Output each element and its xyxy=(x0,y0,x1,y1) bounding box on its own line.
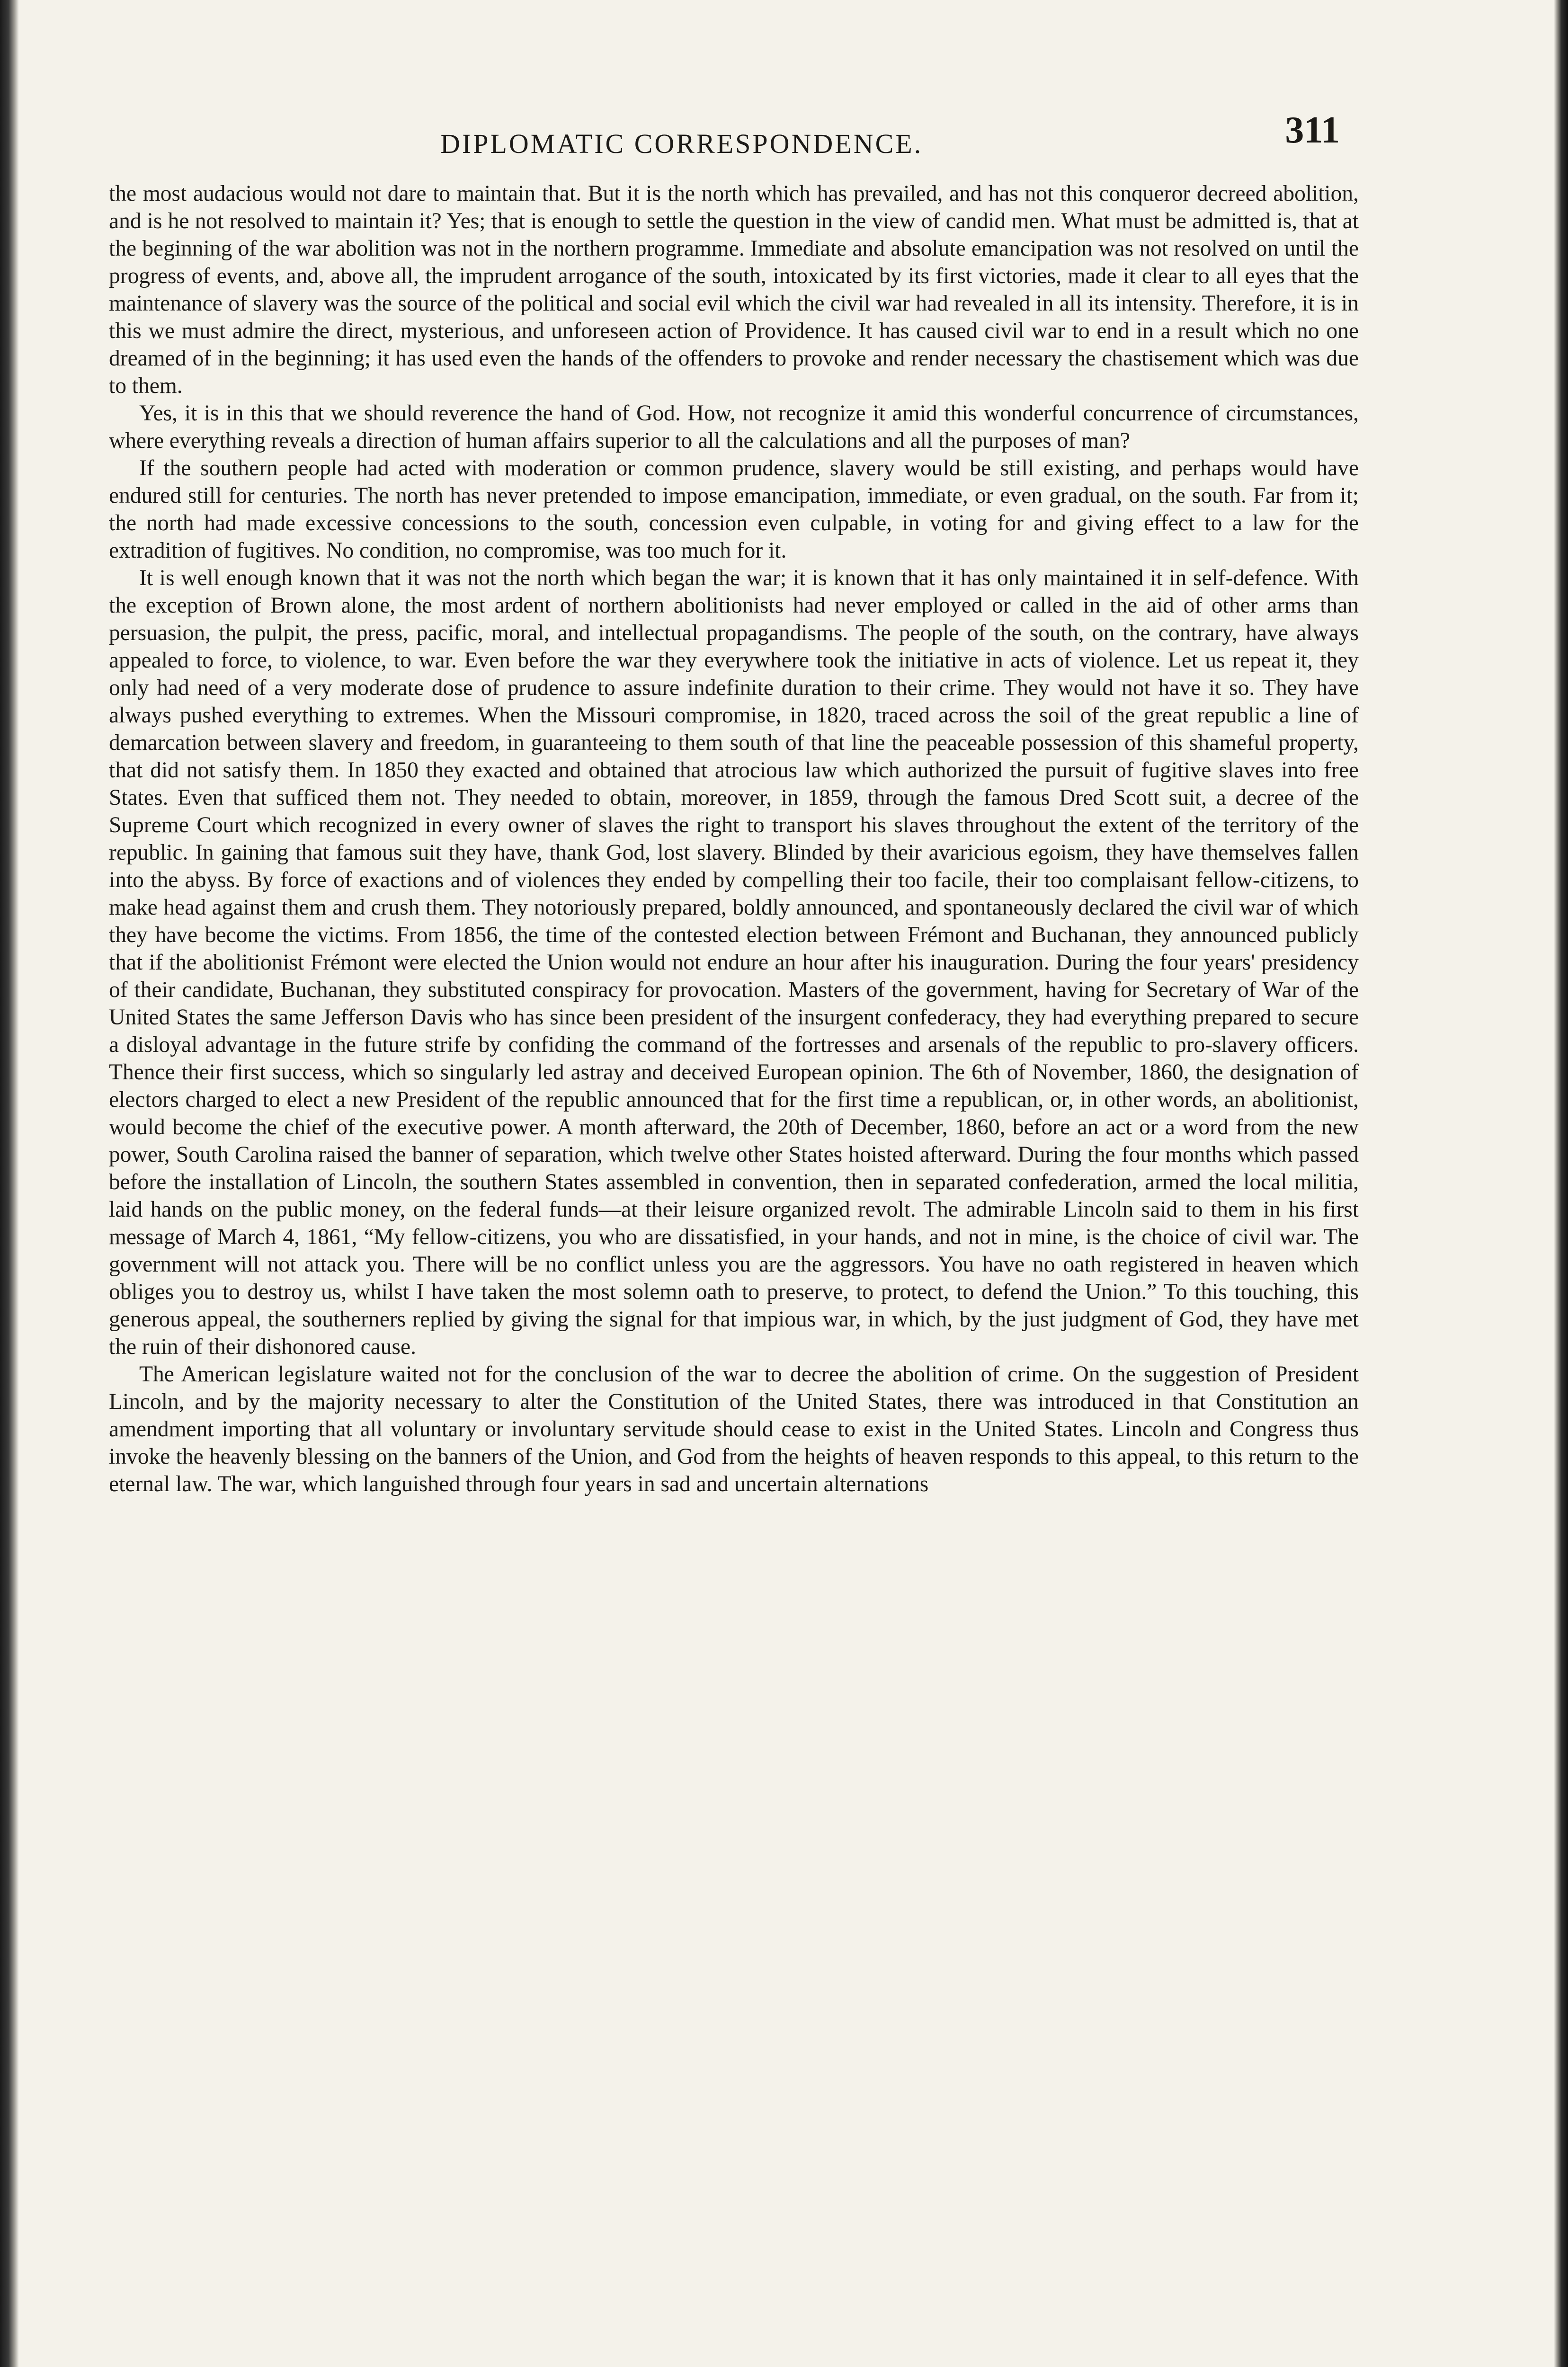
page-edge-right xyxy=(1554,0,1568,2367)
paragraph-4: It is well enough known that it was not the north which began the war; it is known that it has only maintained it in self-defence. With the exception of Brown alone, the most ardent of northern abolitionists had never employed or called in the aid of other arms than persuasion, the pulpit, the press, pacific, moral, and intellectual propagandisms. The people of the south, on the contrary, have always appealed to force, to violence, to war. Even before the war they everywhere took the initiative in acts of violence. Let us repeat it, they only had need of a very moderate dose of prudence to assure indefinite duration to their crime. They would not have it so. They have always pushed everything to extremes. When the Missouri compromise, in 1820, traced across the soil of the great republic a line of demarcation between slavery and freedom, in guaranteeing to them south of that line the peaceable possession of this shameful property, that did not satisfy them. In 1850 they exacted and obtained that atrocious law which authorized the pursuit of fugitive slaves into free States. Even that sufficed them not. They needed to obtain, moreover, in 1859, through the famous Dred Scott suit, a decree of the Supreme Court which recognized in every owner of slaves the right to transport his slaves throughout the extent of the territory of the republic. In gaining that famous suit they have, thank God, lost slavery. Blinded by their avaricious egoism, they have themselves fallen into the abyss. By force of exactions and of violences they ended by compelling their too facile, their too complaisant fellow-citizens, to make head against them and crush them. They notoriously prepared, boldly announced, and spontaneously declared the civil war of which they have become the victims. From 1856, the time of the contested election between Frémont and Buchanan, they announced publicly that if the abolitionist Frémont were elected the Union would not endure an hour after his inauguration. During the four years' presidency of their candidate, Buchanan, they substituted conspiracy for provocation. Masters of the government, having for Secretary of War of the United States the same Jefferson Davis who has since been president of the insurgent confederacy, they had everything prepared to secure a disloyal advantage in the future strife by confiding the command of the fortresses and arsenals of the republic to pro-slavery officers. Thence their first success, which so singularly led astray and deceived European opinion. The 6th of November, 1860, the designation of electors charged to elect a new President of the republic announced that for the first time a republican, or, in other words, an abolitionist, would become the chief of the executive power. A month afterward, the 20th of December, 1860, before an act or a word from the new power, South Carolina raised the banner of separation, which twelve other States hoisted afterward. During the four months which passed before the installation of Lincoln, the southern States assembled in convention, then in separated confederation, armed the local militia, laid hands on the public money, on the federal funds—at their leisure organized revolt. The admirable Lincoln said to them in his first message of March 4, 1861, “My fellow-citizens, you who are dissatisfied, in your hands, and not in mine, is the choice of civil war. The government will not attack you. There will be no conflict unless you are the aggressors. You have no oath registered in heaven which obliges you to destroy us, whilst I have taken the most solemn oath to preserve, to protect, to defend the Union.” To this touching, this generous appeal, the southerners replied by giving the signal for that impious war, in which, by the just judgment of God, they have met the ruin of their dishonored cause. xyxy=(109,566,1359,1359)
paragraph-1: the most audacious would not dare to maintain that. But it is the north which has prevailed, and has not this conqueror decreed abolition, and is he not resolved to maintain it? Yes; that is enough to settle the question in the view of candid men. What must be admitted is, that at the beginning of the war abolition was not in the northern programme. Immediate and absolute emancipation was not resolved on until the progress of events, and, above all, the imprudent arrogance of the south, intoxicated by its first victories, made it clear to all eyes that the maintenance of slavery was the source of the political and social evil which the civil war had revealed in all its intensity. Therefore, it is in this we must admire the direct, mysterious, and unforeseen action of Providence. It has caused civil war to end in a result which no one dreamed of in the beginning; it has used even the hands of the offenders to provoke and render necessary the chastisement which was due to them. xyxy=(109,181,1359,398)
page-number: 311 xyxy=(1285,109,1340,151)
body-text xyxy=(109,180,1359,1498)
document-page xyxy=(109,109,1359,2334)
page-edge-left xyxy=(0,0,19,2367)
running-head: DIPLOMATIC CORRESPONDENCE. xyxy=(440,128,923,159)
page-header xyxy=(109,109,1359,180)
paragraph-5: The American legislature waited not for the conclusion of the war to decree the abolition of crime. On the suggestion of President Lincoln, and by the majority necessary to alter the Constitution of the United States, there was introduced in that Constitution an amendment importing that all voluntary or involuntary servitude should cease to exist in the United States. Lincoln and Congress thus invoke the heavenly blessing on the banners of the Union, and God from the heights of heaven responds to this appeal, to this return to the eternal law. The war, which languished through four years in sad and uncertain alternations xyxy=(109,1362,1359,1496)
paragraph-3: If the southern people had acted with moderation or common prudence, slavery would be still existing, and perhaps would have endured still for centuries. The north has never pretended to impose emancipation, immediate, or even gradual, on the south. Far from it; the north had made excessive concessions to the south, concession even culpable, in voting for and giving effect to a law for the extradition of fugitives. No condition, no compromise, was too much for it. xyxy=(109,456,1359,563)
paragraph-2: Yes, it is in this that we should reverence the hand of God. How, not recognize it amid this wonderful concurrence of circumstances, where everything reveals a direction of human affairs superior to all the calculations and all the purposes of man? xyxy=(109,401,1359,453)
